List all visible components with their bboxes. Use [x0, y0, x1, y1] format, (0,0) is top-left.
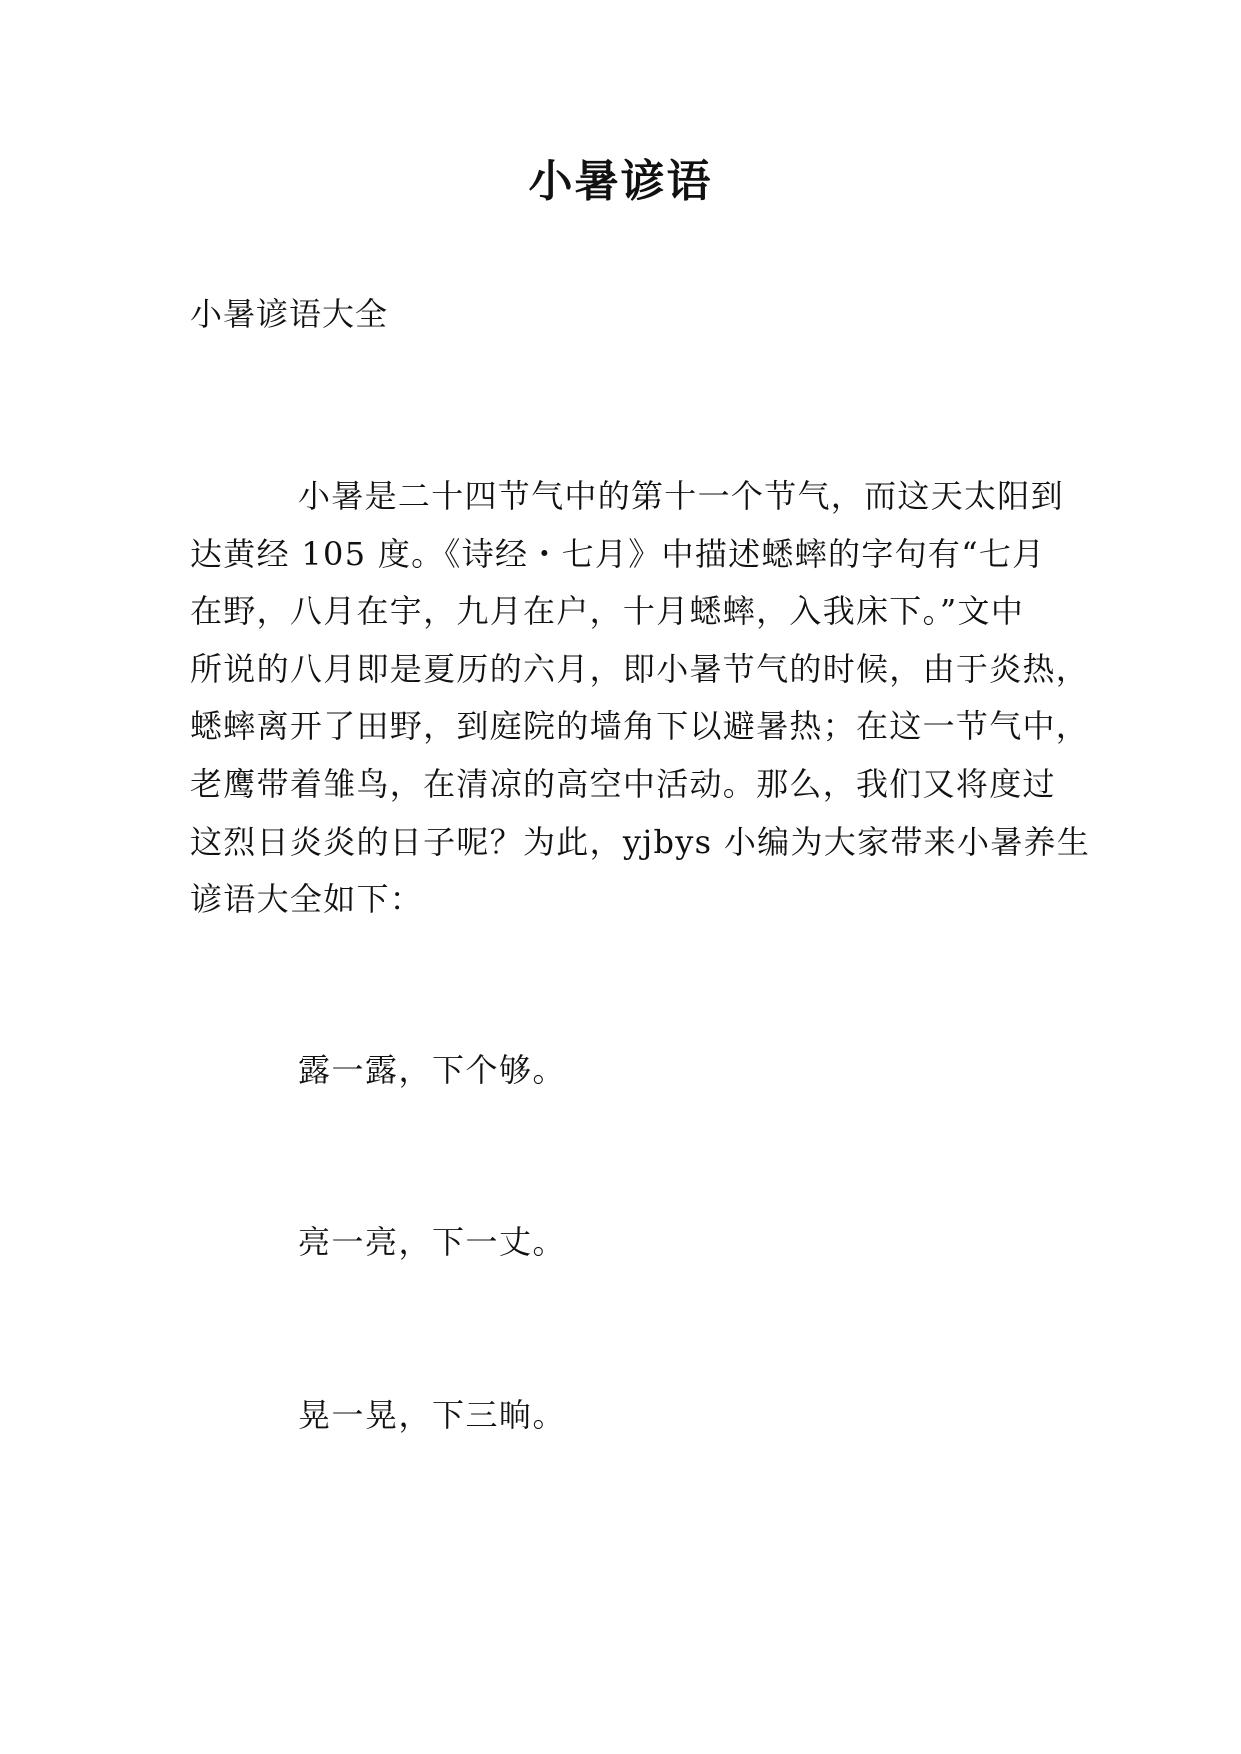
document-subtitle: 小暑谚语大全: [190, 295, 389, 333]
proverb-item: 晃一晃，下三晌。: [298, 1396, 567, 1434]
intro-line: 谚语大全如下：: [190, 880, 424, 919]
intro-line: 在野，八月在宇，九月在户，十月蟋蟀，入我床下。”文中: [190, 592, 1025, 631]
intro-line: 达黄经 105 度。《诗经・七月》中描述蟋蟀的字句有“七月: [190, 534, 1046, 573]
intro-paragraph: [190, 468, 1091, 929]
intro-line: 这烈日炎炎的日子呢？为此，yjbys 小编为大家带来小暑养生: [190, 822, 1091, 861]
intro-line: 所说的八月即是夏历的六月，即小暑节气的时候，由于炎热，: [190, 649, 1090, 688]
intro-line: 蟋蟀离开了田野，到庭院的墙角下以避暑热；在这一节气中，: [190, 707, 1090, 746]
intro-line: 老鹰带着雏鸟，在清凉的高空中活动。那么，我们又将度过: [190, 764, 1056, 803]
intro-line: 小暑是二十四节气中的第十一个节气，而这天太阳到: [298, 477, 1064, 515]
document-title: 小暑谚语: [528, 156, 713, 207]
proverb-item: 露一露，下个够。: [298, 1051, 567, 1089]
proverb-item: 亮一亮，下一丈。: [298, 1223, 567, 1261]
